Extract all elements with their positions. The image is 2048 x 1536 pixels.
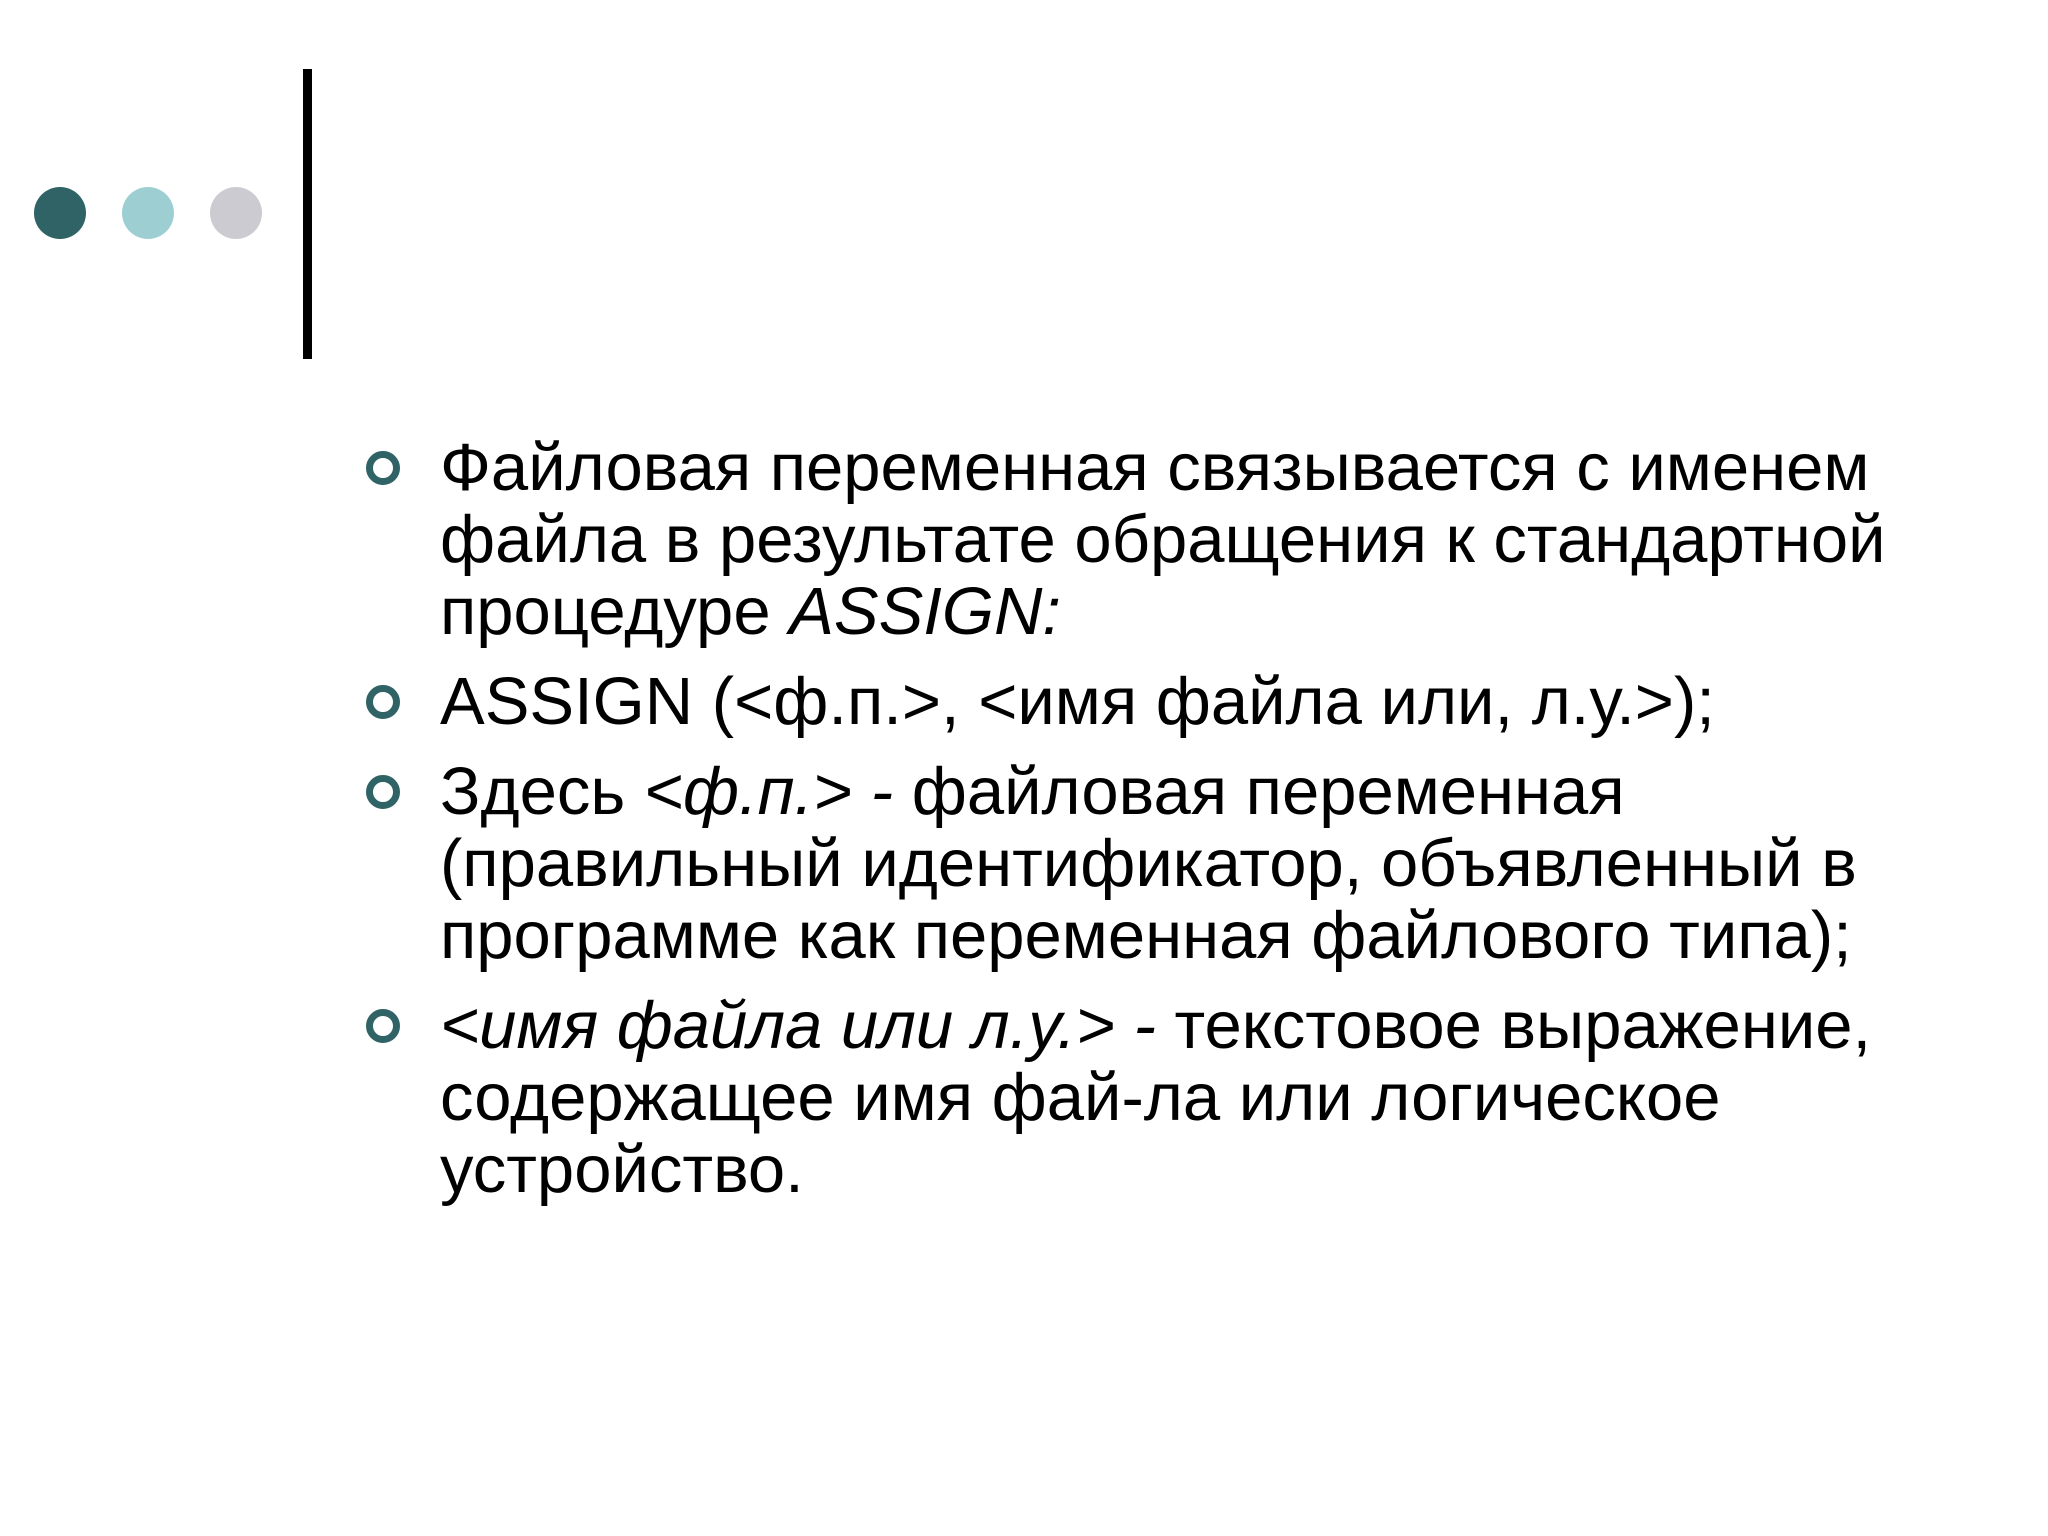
decorative-dots	[34, 187, 262, 239]
bullet-italic-text: <имя файла или л.у.> -	[440, 988, 1156, 1063]
list-item	[366, 756, 1986, 972]
bullet-text: файловая переменная (правильный идентификатор, объявленный в программе как переменная файлового типа);	[440, 754, 1857, 973]
bullet-lead-text: Здесь	[440, 754, 644, 829]
bullet-text: текстовое выражение, содержащее имя фай-ла или логическое устройство.	[440, 988, 1872, 1207]
bullet-list	[366, 432, 1986, 1206]
slide-body	[366, 432, 1986, 1224]
hollow-circle-bullet-icon	[366, 1009, 400, 1043]
list-item	[366, 666, 1986, 738]
bullet-italic-text: <ф.п.> -	[643, 754, 894, 829]
list-item	[366, 990, 1986, 1206]
hollow-circle-bullet-icon	[366, 451, 400, 485]
vertical-divider	[303, 69, 312, 359]
list-item	[366, 432, 1986, 648]
bullet-italic-text: ASSIGN:	[789, 574, 1061, 649]
hollow-circle-bullet-icon	[366, 685, 400, 719]
bullet-text: Файловая переменная связывается с именем файла в результате обращения к стандартной процедуре	[440, 430, 1886, 649]
dot-icon	[122, 187, 174, 239]
dot-icon	[34, 187, 86, 239]
hollow-circle-bullet-icon	[366, 775, 400, 809]
bullet-text: ASSIGN (<ф.п.>, <имя файла или, л.у.>);	[440, 664, 1715, 739]
dot-icon	[210, 187, 262, 239]
